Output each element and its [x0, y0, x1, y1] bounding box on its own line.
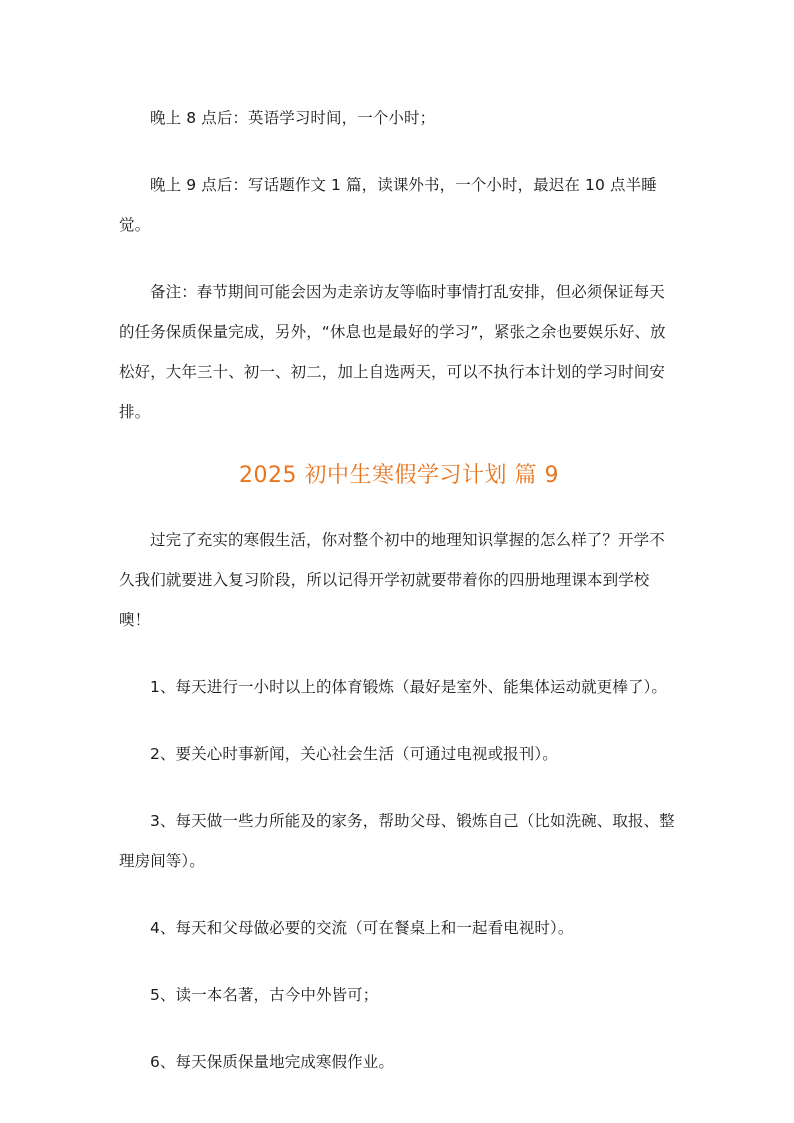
- paragraph-evening-9: 晚上 9 点后：写话题作文 1 篇，读课外书，一个小时，最迟在 10 点半睡觉。: [119, 176, 657, 234]
- list-item: 1、每天进行一小时以上的体育锻炼（最好是室外、能集体运动就更棒了）。: [150, 678, 668, 696]
- paragraph-evening-8: 晚上 8 点后：英语学习时间，一个小时；: [150, 109, 436, 127]
- paragraph-note: 备注：春节期间可能会因为走亲访友等临时事情打乱安排，但必须保证每天的任务保质保量完成，另外，“休息也是最好的学习”，紧张之余也要娱乐好、放松好，大年三十、初一、初二，加上自选两天，可以不执行本计划的学习时间安排。: [119, 283, 666, 421]
- list-item: 4、每天和父母做必要的交流（可在餐桌上和一起看电视时）。: [150, 919, 574, 937]
- section-title: 2025 初中生寒假学习计划 篇 9: [239, 463, 559, 488]
- document-body: [119, 98, 679, 1082]
- list-item: 5、读一本名著，古今中外皆可；: [150, 986, 379, 1004]
- list-item: 6、每天保质保量地完成寒假作业。: [150, 1053, 394, 1071]
- list-item: 2、要关心时事新闻，关心社会生活（可通过电视或报刊）。: [150, 745, 558, 763]
- section-intro: 过完了充实的寒假生活，你对整个初中的地理知识掌握的怎么样了？开学不久我们就要进入复习阶段，所以记得开学初就要带着你的四册地理课本到学校噢！: [119, 531, 665, 629]
- list-item: 3、每天做一些力所能及的家务，帮助父母、锻炼自己（比如洗碗、取报、整理房间等）。: [119, 812, 675, 870]
